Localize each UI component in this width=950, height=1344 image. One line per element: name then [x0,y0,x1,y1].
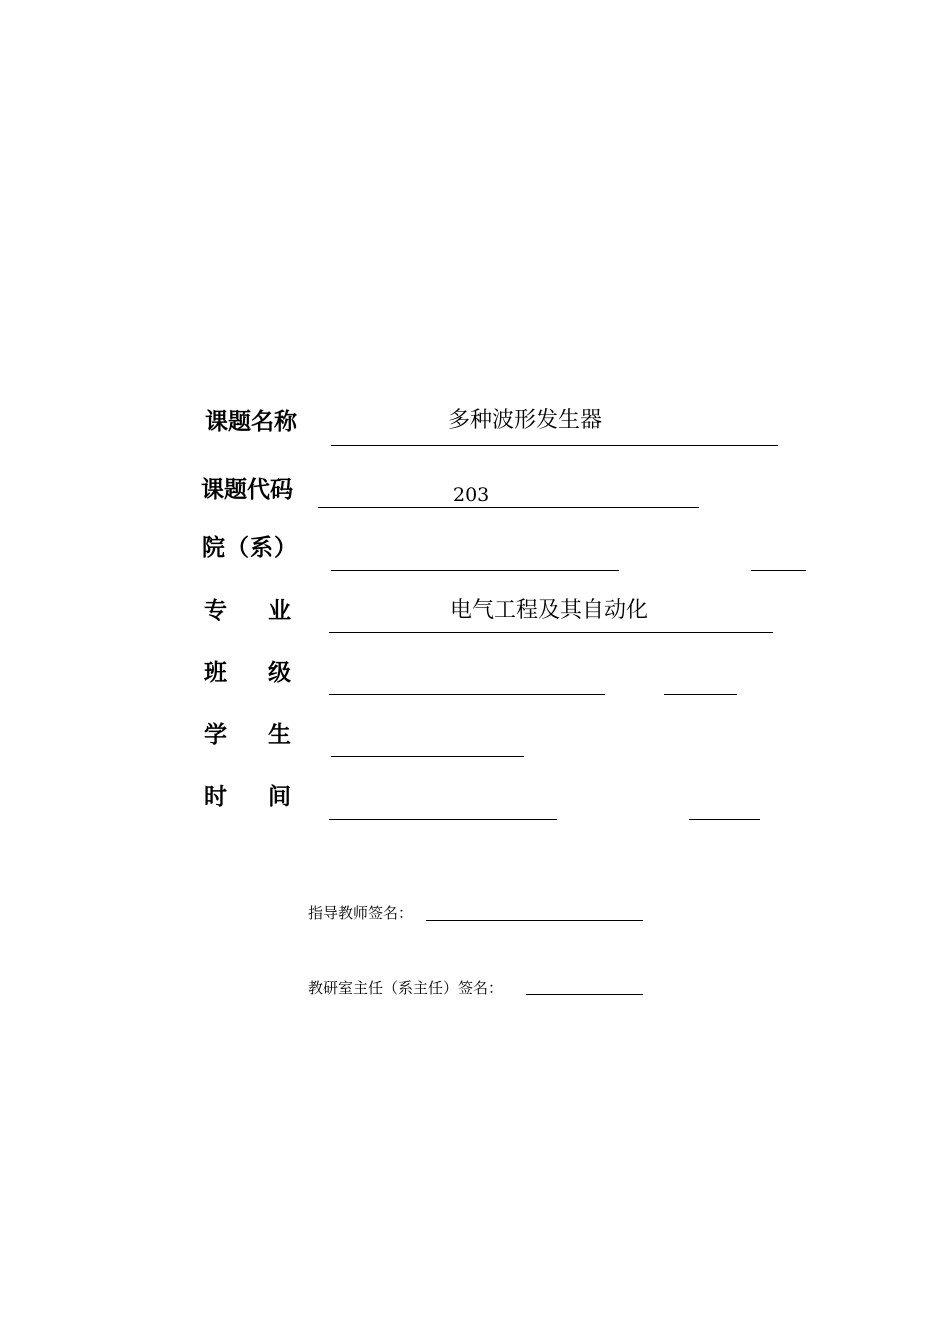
major-value: 电气工程及其自动化 [450,598,649,623]
department-underline-short [751,570,806,571]
topic-code-label: 课题代码 [201,477,293,503]
advisor-signature-line [426,920,643,921]
class-label-second: 级 [268,660,291,686]
time-underline-short [689,819,760,820]
student-underline [331,756,524,757]
advisor-signature-label: 指导教师签名： [308,904,414,922]
topic-name-underline [331,445,778,446]
class-underline-short [664,694,737,695]
director-signature-line [526,994,643,995]
time-label-first: 时 [204,784,227,810]
major-underline [329,632,773,633]
director-signature-label: 教研室主任（系主任）签名： [308,979,504,997]
class-label-first: 班 [204,660,227,686]
topic-name-value: 多种波形发生器 [448,408,603,433]
time-underline [329,819,557,820]
department-underline [331,570,619,571]
topic-name-label: 课题名称 [205,409,297,435]
department-label: 院（系） [202,535,298,561]
student-label-second: 生 [268,722,291,748]
class-underline [329,694,605,695]
topic-code-value: 203 [453,484,490,506]
major-label-second: 业 [268,598,291,624]
time-label-second: 间 [268,784,291,810]
major-label-first: 专 [204,598,227,624]
student-label-first: 学 [204,722,227,748]
topic-code-underline [318,507,699,508]
